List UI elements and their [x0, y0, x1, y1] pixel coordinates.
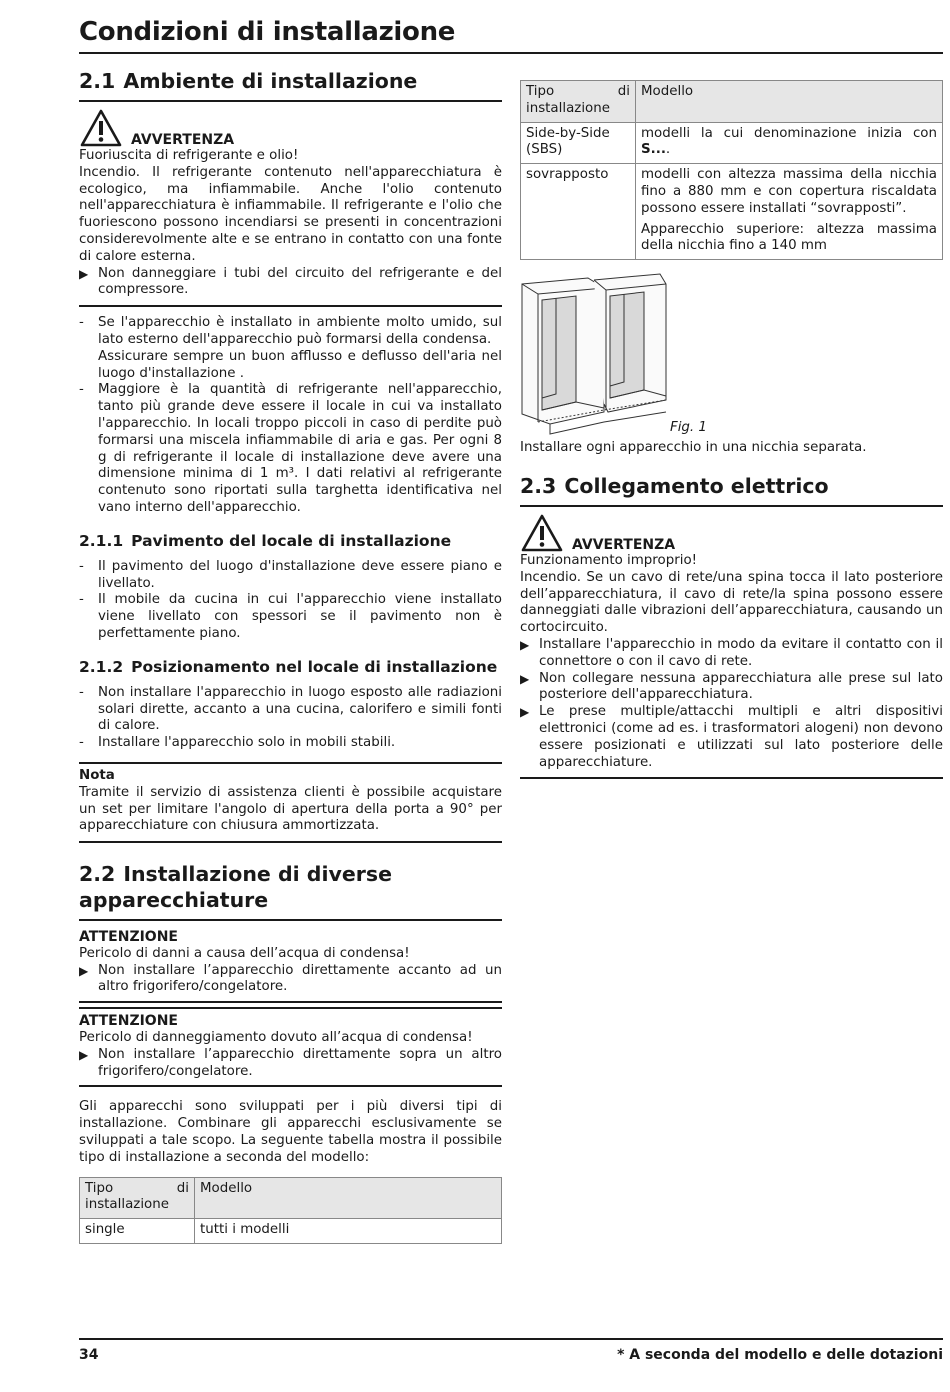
- figure-1: [520, 272, 943, 442]
- note-text: Tramite il servizio di assistenza clienti è possibile acquistare un set per limitare l'angolo di apertura della porta a 90° per apparecchiature con chiusura ammortizzata.: [79, 784, 502, 834]
- warning-label: AVVERTENZA: [131, 132, 235, 148]
- section-2-1-heading: 2.1 Ambiente di installazione: [79, 68, 502, 102]
- warning-action: ▶ Installare l'apparecchio in modo da evitare il contatto con il connettore o con il cavo di rete.: [520, 636, 943, 669]
- section-2-1-1-heading: 2.1.1 Pavimento del locale di installazione: [79, 531, 452, 550]
- arrow-icon: ▶: [79, 963, 89, 978]
- caution-box-1: [79, 925, 502, 1003]
- left-column: [79, 68, 502, 1244]
- warning-body: Incendio. Il refrigerante contenuto nell'apparecchiatura è ecologico, ma infiammabile. Anche l'olio contenuto nell'apparecchiatura è infiammabile. Il refrigerante e l'olio che fuoriescono possono incendiarsi se presenti in concentrazioni considerevolmente alte e se entrano in contatto con una fonte di calore esterna.: [79, 164, 502, 264]
- section-2-2-heading: 2.2 Installazione di diverse apparecchiature: [79, 861, 502, 921]
- caution-line1: Pericolo di danni a causa dell’acqua di condensa!: [79, 945, 410, 961]
- warning-action: ▶ Le prese multiple/attacchi multipli e altri dispositivi elettronici (come ad es. i trasformatori alogeni) non devono essere posizionati e utilizzati sul lato posteriore delle apparecchiature.: [520, 704, 943, 770]
- arrow-icon: ▶: [79, 266, 89, 281]
- note-label: Nota: [79, 767, 115, 783]
- warning-triangle-icon: [520, 513, 564, 553]
- niche-illustration: [520, 272, 680, 442]
- warning-label: AVVERTENZA: [572, 536, 676, 553]
- table-row: Side-by-Side (SBS) modelli la cui denominazione inizia con S....: [521, 122, 943, 164]
- footer-note: * A seconda del modello e delle dotazioni: [617, 1347, 943, 1363]
- caution-label: ATTENZIONE: [79, 1013, 178, 1030]
- caution-box-2: [79, 1007, 502, 1087]
- note-box: [79, 762, 502, 843]
- footer-divider: [79, 1338, 943, 1340]
- caution-label: ATTENZIONE: [79, 929, 178, 946]
- installation-table-2: [520, 80, 943, 260]
- page-number: 34: [79, 1347, 99, 1363]
- figure-text: Installare ogni apparecchio in una nicchia separata.: [520, 440, 867, 456]
- installation-table-1: [79, 1177, 502, 1244]
- list-item: - Installare l'apparecchio solo in mobili stabili.: [79, 735, 396, 751]
- caution-line1: Pericolo di danneggiamento dovuto all’acqua di condensa!: [79, 1030, 473, 1046]
- warning-body: Incendio. Se un cavo di rete/una spina tocca il lato posteriore dell’apparecchiatura, il cavo di rete/la spina possono essere danneggiati dalle vibrazioni dell’apparecchiatura, causando un cortocircuito.: [520, 569, 943, 636]
- page-title: Condizioni di installazione: [79, 14, 943, 54]
- list-item: - Il mobile da cucina in cui l'apparecchio viene installato viene livellato con spessori se il pavimento non è perfettamente piano.: [79, 592, 502, 641]
- table-header-row: Tipo di installazione Modello: [521, 81, 943, 123]
- warning-action: ▶ Non danneggiare i tubi del circuito del refrigerante e del compressore.: [79, 265, 502, 298]
- section-2-1-2-heading: 2.1.2 Posizionamento nel locale di installazione: [79, 657, 498, 676]
- warning-line1: Fuoriuscita di refrigerante e olio!: [79, 148, 299, 163]
- section-2-2-intro: Gli apparecchi sono sviluppati per i più diversi tipi di installazione. Combinare gli apparecchi esclusivamente se sviluppati a tale scopo. La seguente tabella mostra il possibile tipo di installazione a seconda del modello:: [79, 1099, 502, 1165]
- right-column: [520, 80, 943, 779]
- arrow-icon: ▶: [79, 1047, 89, 1062]
- table-row: single tutti i modelli: [80, 1219, 502, 1244]
- arrow-icon: ▶: [520, 705, 530, 720]
- section-2-3-heading: 2.3 Collegamento elettrico: [520, 473, 943, 507]
- warning-electric: [520, 511, 943, 779]
- warning-triangle-icon: [79, 108, 123, 148]
- figure-caption: Fig. 1: [670, 420, 707, 436]
- table-header-row: Tipo di installazione Modello: [80, 1177, 502, 1219]
- warning-action: ▶ Non collegare nessuna apparecchiatura alle prese sul lato posteriore dell'apparecchiatura.: [520, 670, 943, 703]
- arrow-icon: ▶: [520, 637, 530, 652]
- arrow-icon: ▶: [520, 671, 530, 686]
- caution-action: ▶ Non installare l’apparecchio direttamente accanto ad un altro frigorifero/congelatore.: [79, 962, 502, 995]
- list-item: - Maggiore è la quantità di refrigerante nell'apparecchio, tanto più grande deve essere il locale in cui va installato l'apparecchio. In locali troppo piccoli in caso di perdite può formarsi una miscela infiammabile di aria e gas. Per ogni 8 g di refrigerante il locale di installazione deve avere una dimensione minima di 1 m³. I dati relativi al refrigerante contenuto sono riportati sulla targhetta identificativa nel vano interno dell'apparecchio.: [79, 382, 502, 515]
- list-item: - Se l'apparecchio è installato in ambiente molto umido, sul lato esterno dell'apparecchio può formarsi della condensa. Assicurare sempre un buon afflusso e deflusso dell'aria nel luogo d'installazione .: [79, 315, 502, 381]
- table-row: sovrapposto modelli con altezza massima della nicchia fino a 880 mm e con copertura riscaldata possono essere installati “sovrapposti”. Apparecchio superiore: altezza massima della nicchia fino a 140 mm: [521, 164, 943, 260]
- list-item: - Il pavimento del luogo d'installazione deve essere piano e livellato.: [79, 558, 502, 591]
- warning-line1: Funzionamento improprio!: [520, 552, 698, 568]
- warning-refrigerant: [79, 106, 502, 307]
- caution-action: ▶ Non installare l’apparecchio direttamente sopra un altro frigorifero/congelatore.: [79, 1046, 502, 1079]
- list-item: - Non installare l'apparecchio in luogo esposto alle radiazioni solari dirette, accanto a una cucina, calorifero e simili fonti di calore.: [79, 684, 502, 734]
